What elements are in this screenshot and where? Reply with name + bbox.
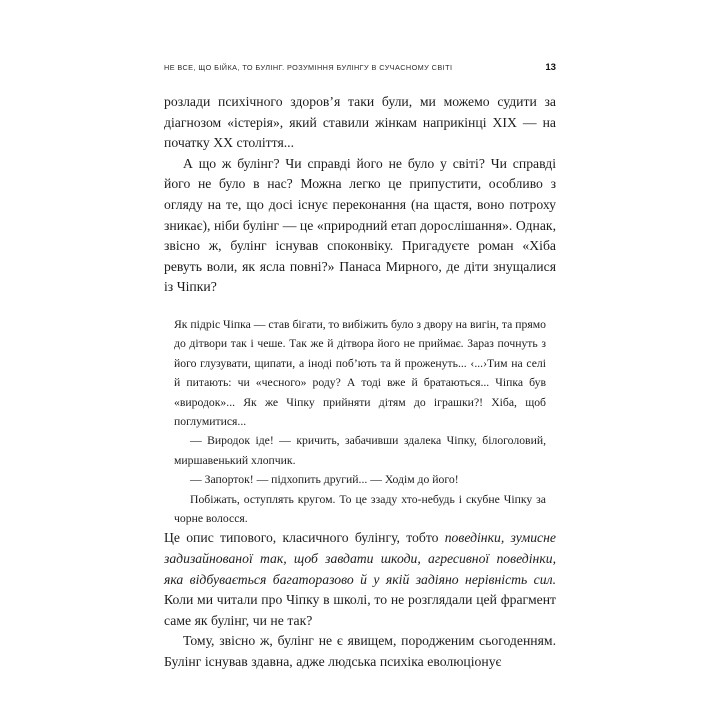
body-paragraph: А що ж булінг? Чи справді його не було у світі? Чи справді його не було в нас? Можна легко це припустити, особливо з огляду на те, що досі існує переконання (на щастя, воно потроху зникає), ніби булінг — це «природний етап дорослішання». Однак, звісно ж, булінг існував споконвіку. Пригадуєте роман «Хіба ревуть воли, як ясла повні?» Панаса Мирного, де діти знущалися із Чіпки?: [164, 155, 556, 295]
quotation-paragraph: Як підріс Чіпка — став бігати, то вибіжить було з двору на вигін, та прямо до дітвори так і чеше. Так же й дітвора його не приймає. Зараз почнуть з його глузувати, щипати, а іноді поб’ють та й проженуть... ‹...›Тим на селі й питають: чи «чесного» роду? А тоді вже й братаються... Чіпка був «виродок»... Як же Чіпку прийняти дітям до іграшки?! Хіба, щоб поглумитися...: [174, 317, 546, 428]
definition-tail: Коли ми читали про Чіпку в школі, то не розглядали цей фрагмент саме як булінг, чи не так?: [164, 592, 556, 628]
page-number: 13: [545, 62, 556, 73]
definition-paragraph: [164, 528, 556, 631]
quotation-paragraph: — Запорток! — підхопить другий... — Ходім до його!: [190, 473, 459, 487]
quotation-block: [164, 315, 546, 528]
body-paragraph: розлади психічного здоров’я таки були, ми можемо судити за діагнозом «істерія», який ставили жінкам наприкінці XIX — на початку XX століття...: [164, 94, 556, 151]
definition-lead: Це опис типового, класичного булінгу, тобто: [164, 530, 445, 546]
quotation-paragraph: Побіжать, оступлять кругом. То це ззаду хто-небудь і скубне Чіпку за чорне волосся.: [174, 492, 546, 525]
final-paragraph: Тому, звісно ж, булінг не є явищем, породженим сьогоденням. Булінг існував здавна, адже людська психіка еволюціонує: [164, 633, 556, 669]
quotation-paragraph: — Виродок іде! — кричить, забачивши здалека Чіпку, білоголовий, миршавенький хлопчик.: [174, 434, 546, 467]
running-head: [164, 62, 556, 73]
definition-emphasis: поведінки, зумисне задизайнованої так, щоб завдати шкоди, агресивної поведінки, яка відбувається багаторазово й у якій задіяно нерівність сил.: [164, 530, 556, 587]
text-block: [164, 92, 556, 673]
running-head-title: НЕ ВСЕ, ЩО БІЙКА, ТО БУЛІНГ. РОЗУМІННЯ БУЛІНГУ В СУЧАСНОМУ СВІТІ: [164, 63, 453, 72]
